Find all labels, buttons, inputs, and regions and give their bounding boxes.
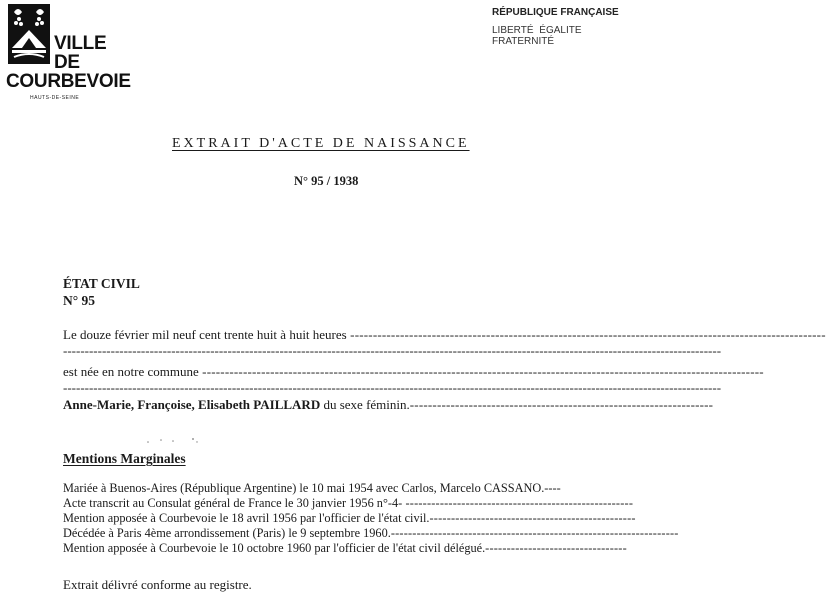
city-logo-icon [8, 4, 50, 64]
republic-motto: LIBERTÉ ÉGALITE FRATERNITÉ [492, 25, 582, 47]
logo-text-courbevoie: COURBEVOIE [6, 71, 131, 92]
body-line-birthplace-text: est née en notre commune [63, 364, 199, 379]
mention-item: Acte transcrit au Consulat général de France le 30 janvier 1956 n°-4- ----------------------------------------------------- [63, 496, 634, 510]
mention-item-text: Mention apposée à Courbevoie le 18 avril 1956 par l'officier de l'état civil. [63, 511, 430, 525]
mention-item: Décédée à Paris 4ème arrondissement (Paris) le 9 septembre 1960.------------------------------------------------------------------- [63, 526, 679, 540]
document-title: EXTRAIT D'ACTE DE NAISSANCE [172, 136, 470, 151]
dash-rule: -------------------------------------------------------------------------------------------------------------------------------------------------------- [63, 343, 722, 358]
mentions-heading: Mentions Marginales [63, 451, 186, 466]
logo-text-de: DE [54, 52, 80, 73]
child-sex: du sexe féminin. [320, 397, 410, 412]
body-line-date-text: Le douze février mil neuf cent trente huit à huit heures [63, 327, 347, 342]
mention-item-text: Décédée à Paris 4ème arrondissement (Paris) le 9 septembre 1960. [63, 526, 391, 540]
mention-item-text: Acte transcrit au Consulat général de France le 30 janvier 1956 n°-4- [63, 496, 403, 510]
mention-item: Mariée à Buenos-Aires (République Argentine) le 10 mai 1954 avec Carlos, Marcelo CASSANO.---- [63, 481, 561, 495]
mention-item-text: Mention apposée à Courbevoie le 10 octobre 1960 par l'officier de l'état civil délégué. [63, 541, 486, 555]
body-line-name: Anne-Marie, Françoise, Elisabeth PAILLARD du sexe féminin.------------------------------------------------------------------- [63, 397, 714, 412]
etat-civil-number: N° 95 [63, 293, 96, 308]
mention-item: Mention apposée à Courbevoie le 10 octobre 1960 par l'officier de l'état civil délégué.--------------------------------- [63, 541, 627, 555]
logo-department: HAUTS-DE-SEINE [30, 95, 80, 101]
body-line-birthplace: est née en notre commune ---------------------------------------------------------------------------------------------------------------------------- [63, 364, 764, 379]
etat-civil-heading: ÉTAT CIVIL [63, 276, 140, 291]
logo-text-ville: VILLE [54, 33, 107, 54]
footer-statement: Extrait délivré conforme au registre. [63, 577, 252, 592]
republic-title: RÉPUBLIQUE FRANÇAISE [492, 7, 619, 18]
dash-rule: -------------------------------------------------------------------------------------------------------------------------------------------------------- [63, 380, 722, 395]
mention-item: Mention apposée à Courbevoie le 18 avril 1956 par l'officier de l'état civil.------------------------------------------------ [63, 511, 636, 525]
document-number: N° 95 / 1938 [294, 174, 359, 188]
body-line-date: Le douze février mil neuf cent trente huit à huit heures --------------------------------------------------------------------------------------------------------- [63, 327, 826, 342]
scan-specks [145, 436, 215, 446]
child-name: Anne-Marie, Françoise, Elisabeth PAILLARD [63, 397, 321, 412]
